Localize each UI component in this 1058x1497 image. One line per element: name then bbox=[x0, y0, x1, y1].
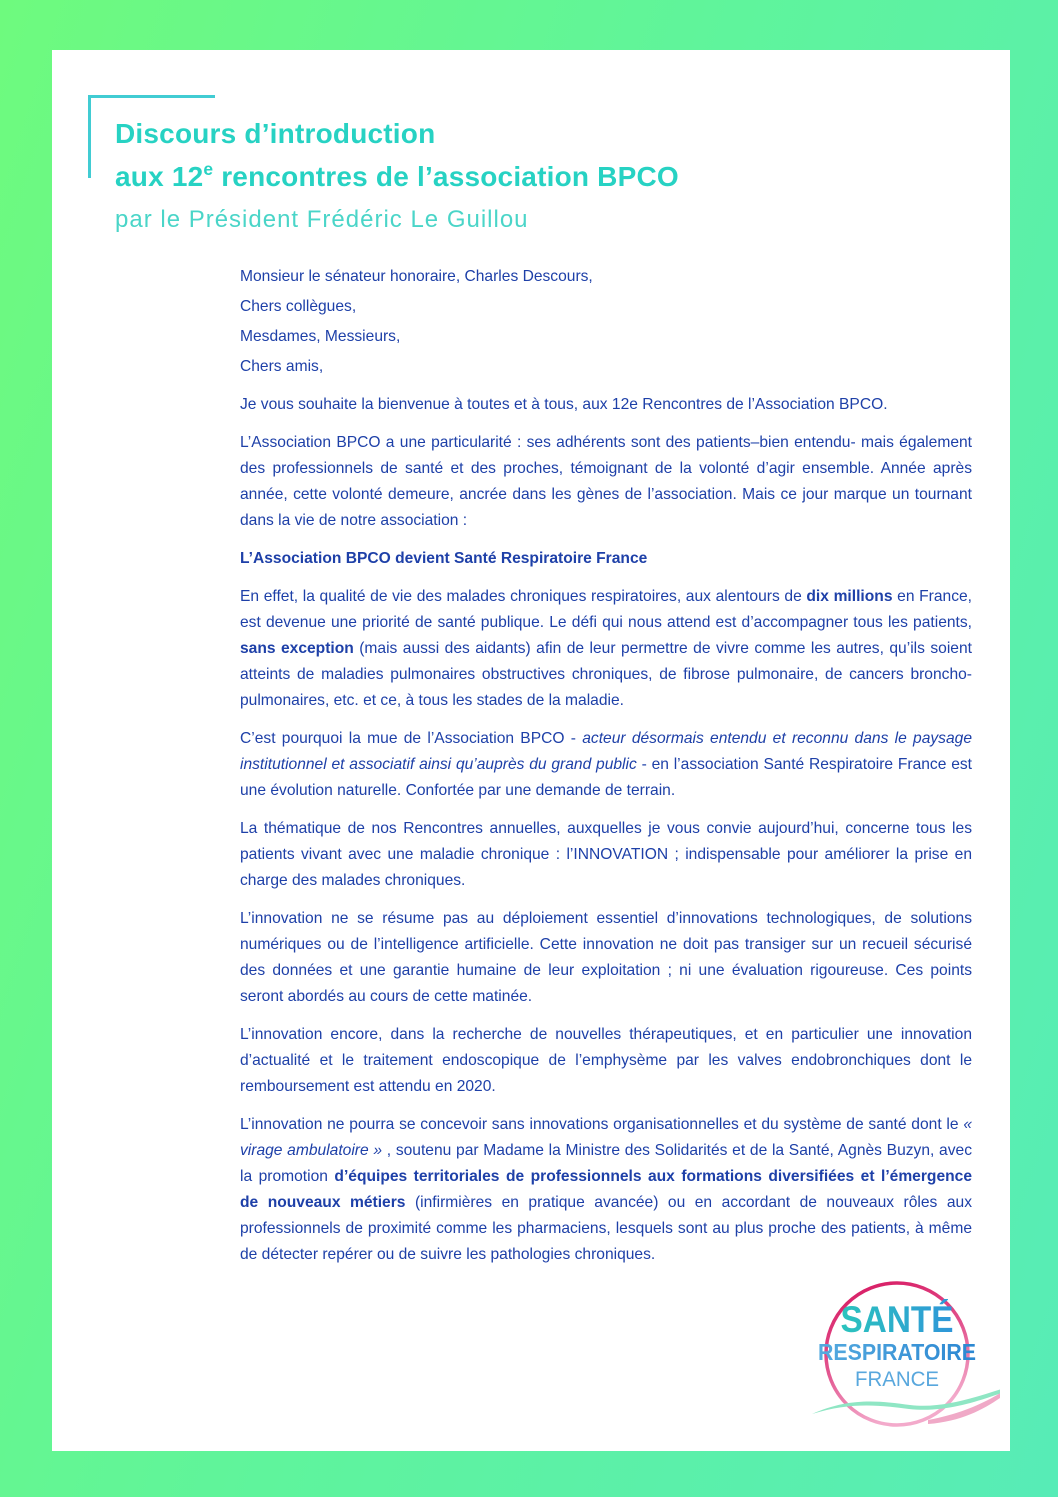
paragraph bbox=[240, 906, 972, 1010]
paragraph bbox=[240, 1022, 972, 1100]
sante-respiratoire-france-logo bbox=[780, 1280, 1000, 1445]
text-run: L’innovation encore, dans la recherche de nouvelles thérapeutiques, et en particulier une innovation d’actualité et le traitement endoscopique de l’emphysème par les valves endobronchiques dont le remboursement est attendu en 2020. bbox=[240, 1026, 972, 1095]
title-line2 bbox=[115, 161, 679, 192]
text-run: - en l’association Santé Respiratoire France est une évolution naturelle. Confortée par une demande de terrain. bbox=[240, 756, 972, 799]
salutation-line: Chers collègues, bbox=[240, 298, 357, 315]
text-run: , soutenu par Madame la Ministre des Solidarités et de la Santé, Agnès Buzyn, avec la promotion bbox=[240, 1142, 972, 1185]
title-superscript: e bbox=[203, 159, 214, 179]
paragraph bbox=[240, 430, 972, 534]
body-content bbox=[240, 264, 972, 1280]
section-heading bbox=[240, 546, 972, 572]
text-run: (mais aussi des aidants) afin de leur permettre de vivre comme les autres, qu’ils soient atteints de maladies pulmonaires obstructives chroniques, de fibrose pulmonaire, de cancers broncho-pulmonaires, etc. et ce, à tous les stades de la maladie. bbox=[240, 640, 972, 709]
text-run: dix millions bbox=[806, 588, 893, 605]
paragraph bbox=[240, 816, 972, 894]
paragraph bbox=[240, 392, 972, 418]
title-block bbox=[115, 116, 875, 235]
text-run: en France, est devenue une priorité de santé publique. Le défi qui nous attend est d’accompagner tous les patients, bbox=[240, 588, 973, 631]
page-title bbox=[115, 116, 875, 195]
text-run: « virage ambulatoire » bbox=[240, 1116, 972, 1159]
text-run: L’Association BPCO a une particularité : ses adhérents sont des patients–bien entendu- mais également des professionnels de santé et des proches, témoignant de la volonté d’agir ensemble. Année après année, cette volonté demeure, ancrée dans les gènes de l’association. Mais ce jour marque un tournant dans la vie de notre association : bbox=[240, 434, 972, 529]
paragraph bbox=[240, 726, 972, 804]
paragraph-block bbox=[240, 392, 972, 1268]
title-line2-pre: aux 12 bbox=[115, 161, 204, 193]
salutation-block bbox=[240, 264, 972, 380]
title-line1: Discours d’introduction bbox=[115, 118, 436, 149]
text-run: d’équipes territoriales de professionnels aux formations diversifiées et l’émergence de nouveaux métiers bbox=[240, 1168, 972, 1211]
text-run: (infirmières en pratique avancée) ou en accordant de nouveaux rôles aux professionnels de proximité comme les pharmaciens, lesquels sont au plus proche des patients, à même de détecter repérer ou de suivre les pathologies chroniques. bbox=[240, 1194, 972, 1263]
text-run: En effet, la qualité de vie des malades chroniques respiratoires, aux alentours de bbox=[240, 588, 807, 605]
salutation-line: Chers amis, bbox=[240, 358, 324, 375]
salutation-line: Mesdames, Messieurs, bbox=[240, 328, 401, 345]
text-run: L’Association BPCO devient Santé Respiratoire France bbox=[240, 550, 648, 567]
title-line2-post: rencontres de l’association BPCO bbox=[213, 161, 679, 193]
logo-text-respiratoire: RESPIRATOIRE bbox=[818, 1339, 976, 1365]
text-run: C’est pourquoi la mue de l’Association BPCO - bbox=[240, 730, 583, 747]
text-run: sans exception bbox=[240, 640, 354, 657]
document-page bbox=[52, 50, 1010, 1451]
text-run: acteur désormais entendu et reconnu dans le paysage institutionnel et associatif ainsi qu’auprès du grand public bbox=[240, 730, 972, 773]
text-run: Je vous souhaite la bienvenue à toutes et à tous, aux 12e Rencontres de l’Association BPCO. bbox=[240, 396, 888, 413]
paragraph bbox=[240, 584, 972, 714]
logo-text-sante: SANTÉ bbox=[840, 1299, 954, 1340]
text-run: La thématique de nos Rencontres annuelles, auxquelles je vous convie aujourd’hui, concerne tous les patients vivant avec une maladie chronique : l’INNOVATION ; indispensable pour améliorer la prise en charge des malades chroniques. bbox=[240, 820, 972, 889]
text-run: L’innovation ne pourra se concevoir sans innovations organisationnelles et du système de santé dont le bbox=[240, 1116, 964, 1133]
page-subtitle: par le Président Frédéric Le Guillou bbox=[115, 206, 529, 234]
text-run: L’innovation ne se résume pas au déploiement essentiel d’innovations technologiques, de solutions numériques ou de l’intelligence artificielle. Cette innovation ne doit pas transiger sur un recueil sécurisé des données et une garantie humaine de leur exploitation ; ni une évaluation rigoureuse. Ces points seront abordés au cours de cette matinée. bbox=[240, 910, 972, 1005]
logo-text-france: FRANCE bbox=[855, 1367, 939, 1391]
paragraph bbox=[240, 1112, 972, 1268]
salutation-line: Monsieur le sénateur honoraire, Charles Descours, bbox=[240, 268, 593, 285]
